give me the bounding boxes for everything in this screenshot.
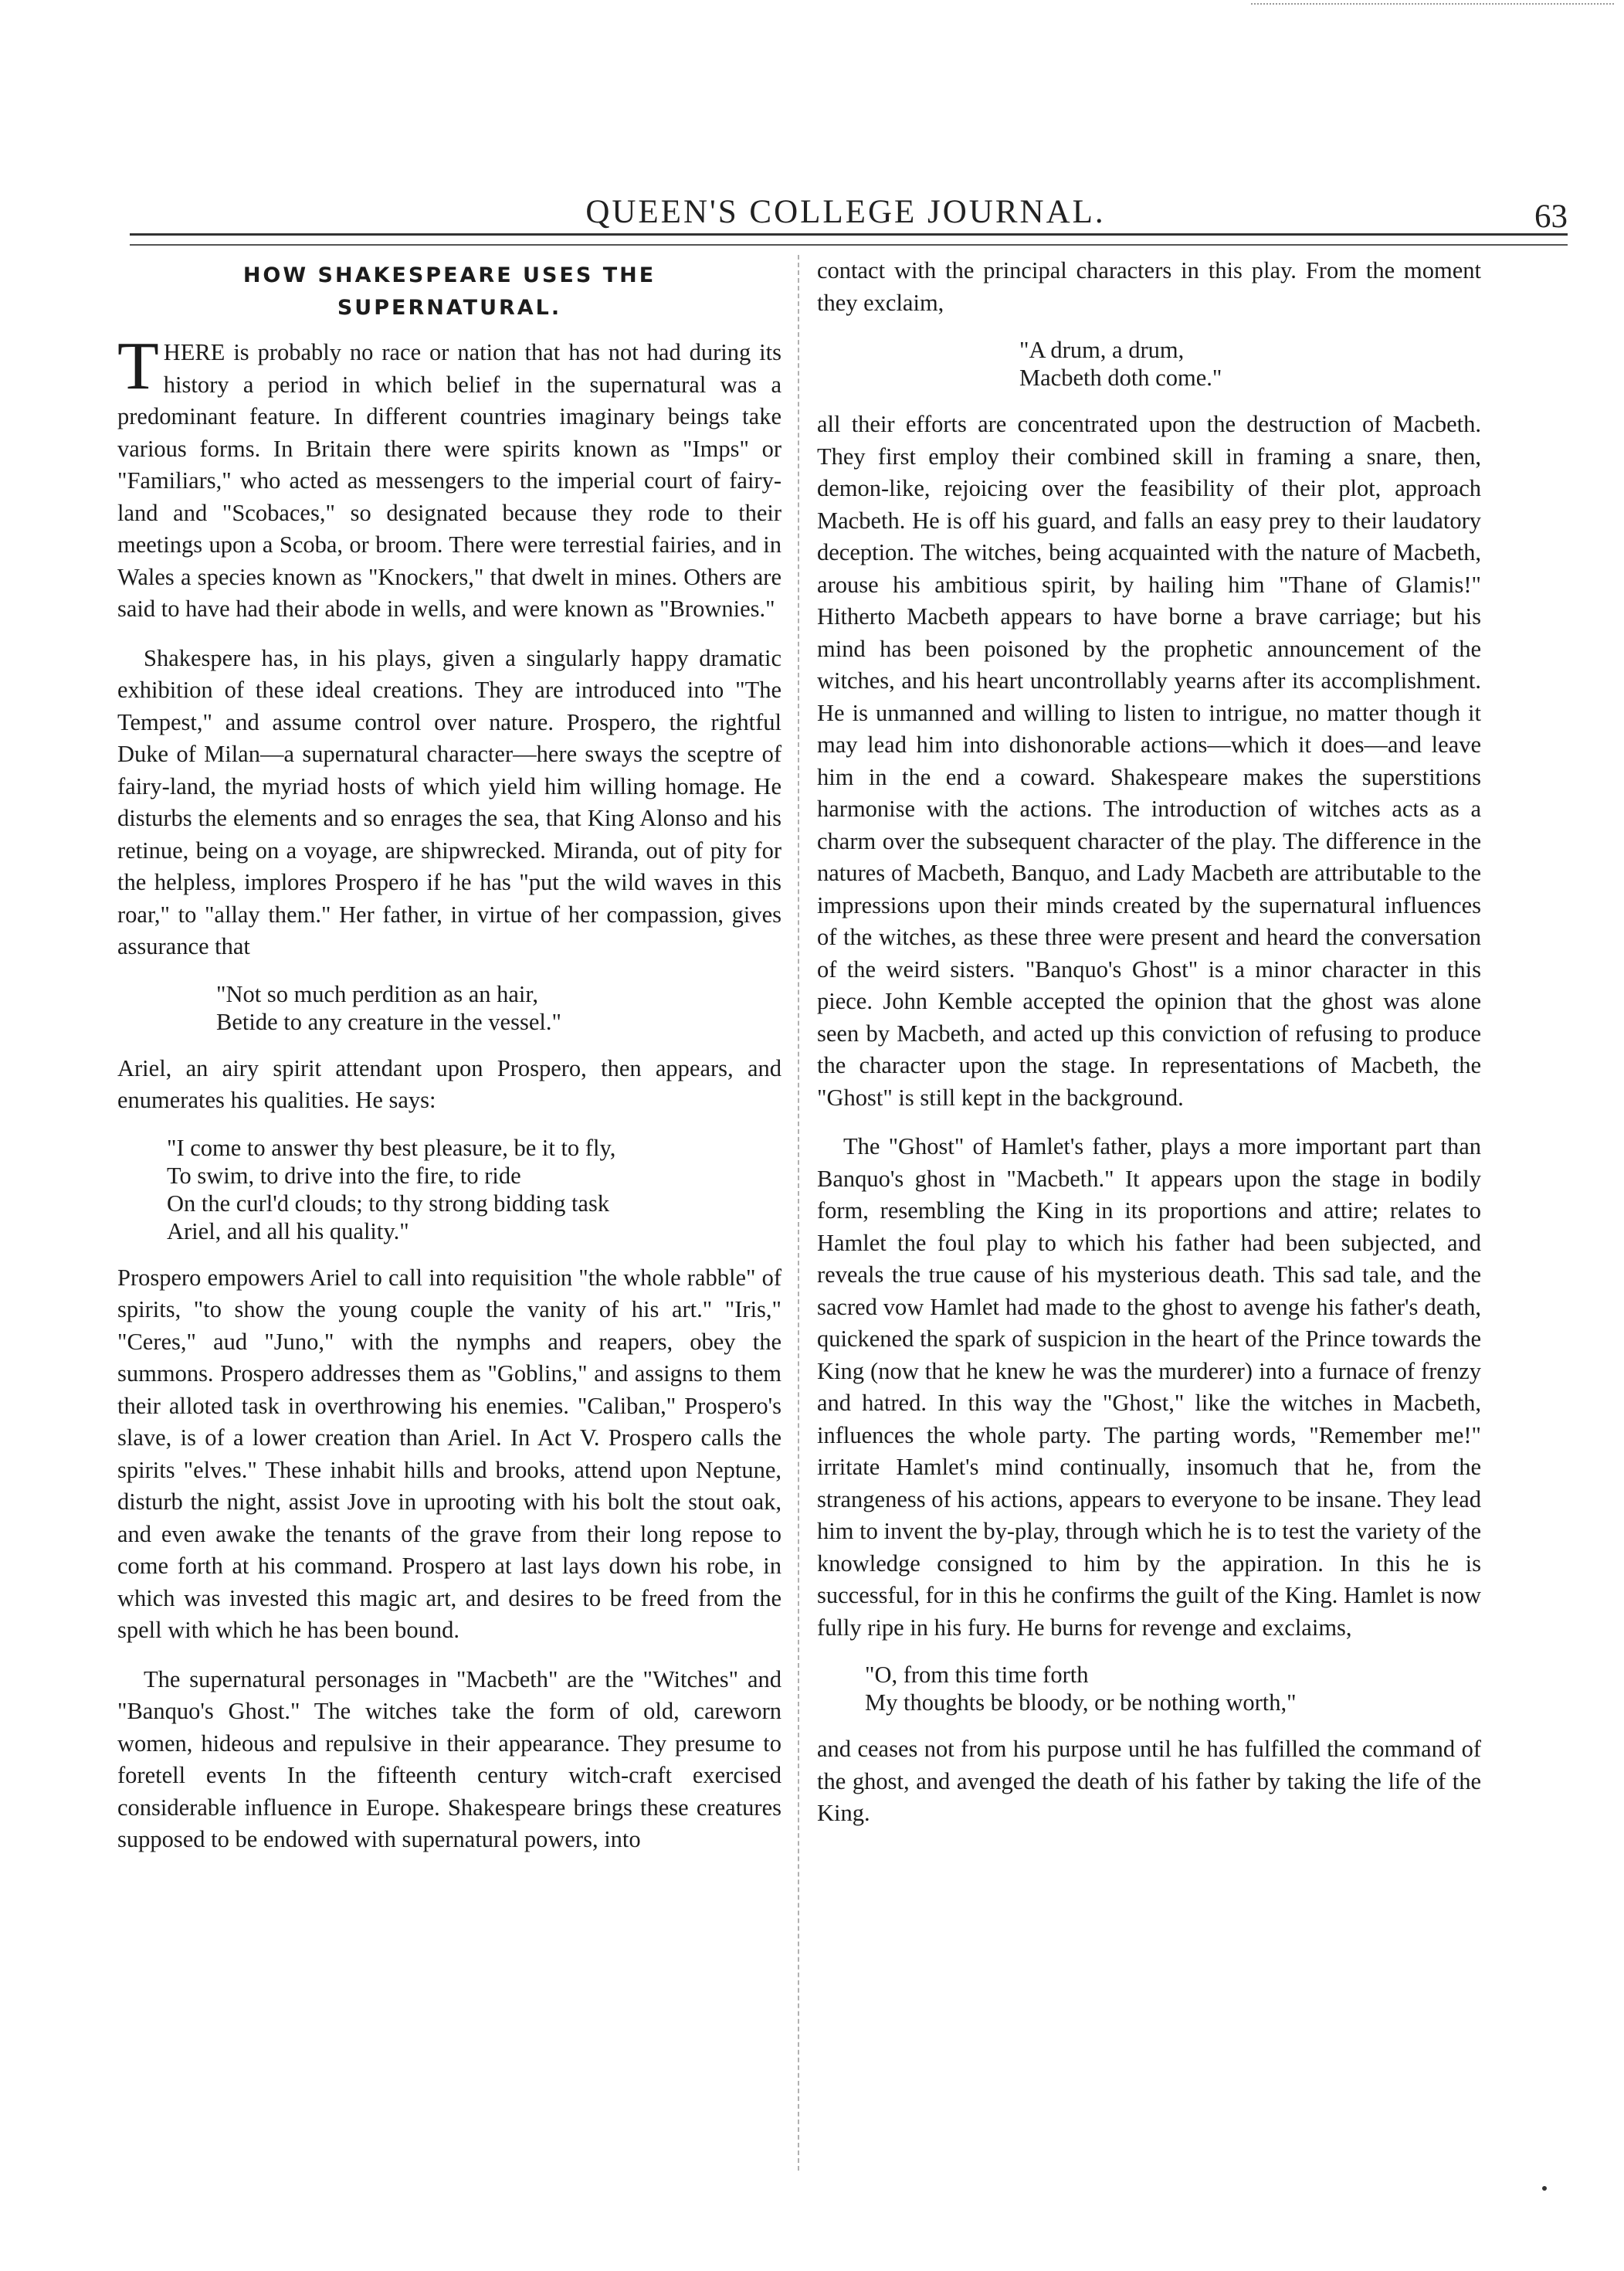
- paragraph-witches-contact: contact with the principal characters in this play. From the moment they exclaim,: [817, 257, 1481, 316]
- column-divider: [798, 255, 799, 2171]
- page-number: 63: [1534, 199, 1568, 235]
- article-title-line-2: SUPERNATURAL.: [337, 296, 562, 320]
- article-title: [117, 260, 781, 324]
- paragraph-prospero: Prospero empowers Ariel to call into requisition "the whole rabble" of spirits, "to show the young couple the vanity of his art." "Iris," "Ceres," aud "Juno," with the nymphs and reapers, obey the summons. Prospero addresses them as "Goblins," and assigns to them their alloted task in overthrowing his enemies. "Caliban," Prospero's slave, is of a lower creation than Ariel. In Act V. Prospero calls the spirits "elves." These inhabit hills and brooks, attend upon Neptune, disturb the night, assist Jove in uprooting with his bolt the stout oak, and even awake the tenants of the grave from their long repose to come forth at his command. Prospero at last lays down his robe, in which was invested this magic art, and desires to be freed from the spell with which he has been bound.: [117, 1264, 781, 1643]
- paragraph-conclusion: and ceases not from his purpose until he has fulfilled the command of the ghost, and avenged the death of his father by taking the life of the King.: [817, 1736, 1481, 1826]
- running-head: [124, 193, 1568, 239]
- top-edge-rule: [1251, 3, 1614, 5]
- article-title-line-1: HOW SHAKESPEARE USES THE: [242, 263, 656, 287]
- paragraph-macbeth-intro: The supernatural personages in "Macbeth" are the "Witches" and "Banquo's Ghost." The witches take the form of old, careworn women, hideous and repulsive in their appearance. They presume to foretell events In the fifteenth century witch-craft exercised considerable influence in Europe. Shakespeare brings these creatures supposed to be endowed with supernatural powers, into: [117, 1665, 781, 1852]
- print-speck: [1542, 2186, 1547, 2191]
- paragraph-intro: THERE is probably no race or nation that has not had during its history a period in which belief in the supernatural was a predominant feature. In different countries imaginary beings take various forms. In Britain there were spirits known as "Imps" or "Familiars," who acted as messengers to the imperial court of fairy-land and "Scobaces," so designated because they rode to their meetings upon a Scoba, or broom. There were terrestial fairies, and in Wales a species known as "Knockers," that dwelt in mines. Others are said to have had their abode in wells, and were known as "Brownies.": [117, 329, 781, 622]
- journal-title: QUEEN'S COLLEGE JOURNAL.: [585, 194, 1106, 230]
- quote-drum: "A drum, a drum, Macbeth doth come.": [1019, 337, 1222, 391]
- header-rule-secondary: [130, 244, 1568, 246]
- quote-bloody-thoughts: "O, from this time forth My thoughts be bloody, or be nothing worth,": [865, 1662, 1297, 1716]
- header-rule: [130, 233, 1568, 236]
- quote-ariel: "I come to answer thy best pleasure, be it to fly, To swim, to drive into the fire, to ride On the curl'd clouds; to thy strong bidding task Ariel, and all his quality.": [167, 1134, 616, 1244]
- paragraph-hamlet-ghost: The "Ghost" of Hamlet's father, plays a more important part than Banquo's ghost in "Macbeth." It appears upon the stage in bodily form, resembling the King in its proportions and attire; relates to Hamlet the foul play to which his father had been subjected, and reveals the true cause of his mysterious death. This sad tale, and the sacred vow Hamlet had made to the ghost to avenge his father's death, quickened the spark of suspicion in the heart of the Prince towards the King (now that he knew he was the murderer) into a furnace of frenzy and hatred. In this way the "Ghost," like the witches in Macbeth, influences the whole party. The parting words, "Remember me!" irritate Hamlet's mind continually, insomuch that he, from the strangeness of his actions, appears to everyone to be insane. They lead him to invent the by-play, through which he is to test the variety of the knowledge consigned to him by the appiration. In this he is successful, for in this he confirms the guilt of the King. Hamlet is now fully ripe in his fury. He burns for revenge and exclaims,: [817, 1133, 1481, 1641]
- left-column: [117, 255, 781, 1873]
- quote-perdition: "Not so much perdition as an hair, Betide to any creature in the vessel.": [216, 980, 561, 1035]
- paragraph-ariel: Ariel, an airy spirit attendant upon Prospero, then appears, and enumerates his qualities. He says:: [117, 1054, 781, 1113]
- paragraph-tempest: Shakespere has, in his plays, given a singularly happy dramatic exhibition of these ideal creations. They are introduced into "The Tempest," and assume control over nature. Prospero, the rightful Duke of Milan—a supernatural character—here sways the sceptre of fairy-land, the myriad hosts of which yield him willing homage. He disturbs the elements and so enrages the sea, that King Alonso and his retinue, being on a voyage, are shipwrecked. Miranda, out of pity for the helpless, implores Prospero if he has "put the wild waves in this roar," to "allay them." Her father, in virtue of her compassion, gives assurance that: [117, 644, 781, 959]
- paragraph-macbeth: all their efforts are concentrated upon the destruction of Macbeth. They first employ their combined skill in framing a snare, then, demon-like, rejoicing over the feasibility of their plot, approach Macbeth. He is off his guard, and falls an easy prey to their laudatory deception. The witches, being acquainted with the nature of Macbeth, arouse his ambitious spirit, by hailing him "Thane of Glamis!" Hitherto Macbeth appears to have borne a brave carriage; but his mind has been poisoned by the prophetic announcement of the witches, and his heart uncontrollably yearns after its accomplishment. He is unmanned and willing to listen to intrigue, no matter though it may lead him into dishonorable actions—which it does—and leave him in the end a coward. Shakespeare makes the superstitions harmonise with the actions. The introduction of witches acts as a charm over the subsequent character of the play. The difference in the natures of Macbeth, Banquo, and Lady Macbeth are attributable to the impressions upon their minds created by the supernatural influences of the witches, as these three were present and heard the conversation of the weird sisters. "Banquo's Ghost" is a minor character in this piece. John Kemble accepted the opinion that the ghost was alone seen by Macbeth, and acted up this conviction of refusing to produce the character upon the stage. In representations of Macbeth, the "Ghost" is still kept in the background.: [817, 411, 1481, 1111]
- right-column: [817, 255, 1481, 1847]
